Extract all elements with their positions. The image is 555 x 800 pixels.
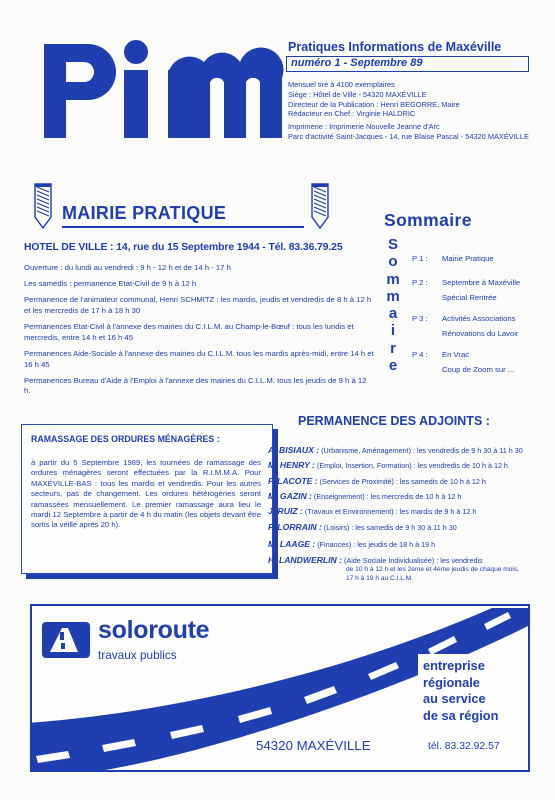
info-line: Parc d'activité Saint-Jacques - 14, rue Blaise Pascal - 54320 MAXÉVILLE: [288, 131, 529, 141]
mairie-paragraph: Permanences Aide-Sociale à l'annexe des mairies du C.I.L.M. tous les mardis après-midi, entre 14 h et 16 h 45: [24, 348, 374, 369]
info-line: Siège : Hôtel de Ville - 54320 MAXÉVILLE: [288, 89, 427, 99]
sommaire-entry: Coup de Zoom sur ...: [442, 364, 515, 374]
pim-logo: [40, 40, 285, 140]
mairie-info-body: [24, 263, 374, 403]
adjoint-schedule: (Loisirs) : les samedis de 9 h 30 à 11 h 30: [323, 523, 457, 532]
adjoint-row: [268, 556, 483, 565]
adjoint-row: [268, 461, 508, 470]
company-subtitle: travaux publics: [98, 648, 177, 662]
adjoint-schedule: (Travaux et Environnement) : les mardis de 9 h à 12 h: [304, 507, 477, 516]
sommaire-title: Sommaire: [384, 210, 472, 230]
tagline-line: de sa région: [423, 707, 499, 723]
adjoint-name: M. LAAGE :: [268, 539, 316, 549]
sommaire-entry: Spécial Rentrée: [442, 292, 497, 302]
sommaire-letter: a: [388, 305, 398, 323]
sommaire-page-number: P 1 :: [412, 254, 428, 263]
info-line: Rédacteur en Chef : Virginie HALDRIC: [288, 109, 416, 119]
adjoint-schedule: (Services de Proximité) : les samedis de 10 h à 12 h: [319, 477, 486, 486]
company-phone: tél. 83.32.92.57: [428, 741, 500, 752]
tagline-line: entreprise: [423, 658, 485, 673]
sommaire-letter: e: [388, 357, 398, 375]
info-line: Mensuel tiré à 4100 exemplaires: [288, 80, 395, 89]
company-tagline: [423, 658, 498, 724]
adjoint-name: F. LACOTE :: [268, 476, 318, 486]
adjoint-name: J. RUIZ :: [268, 506, 303, 516]
soloroute-logo-icon: [42, 622, 90, 658]
ramassage-text: à partir du 5 Septembre 1989, les tournées de ramassage des ordures ménagères seront effectuées par la R.I.M.M.A. Pour MAXÉVILLE-BAS : tous les mardis et vendredis. Pour les autres secteurs, pas de changement. Les ordures hétérogènes seront ramassées mensuellement. Le premier ramassage aura lieu le mardi 12 Septembre à partir de 4 h du matin (les objets devant être sortis la veille après 20 h).: [31, 458, 261, 530]
permanence-title: PERMANENCE DES ADJOINTS :: [298, 414, 490, 428]
sommaire-item: [412, 348, 514, 377]
coat-of-arms-left-icon: [34, 183, 52, 229]
sommaire-letter: i: [390, 322, 396, 340]
mairie-paragraph: Les samedis : permanence Etat-Civil de 9 h à 12 h: [24, 279, 197, 289]
adjoint-row: [268, 523, 457, 532]
sommaire-item: [412, 276, 520, 305]
adjoint-name: P. LORRAIN :: [268, 522, 322, 532]
adjoint-row: [268, 446, 523, 455]
sommaire-page-number: P 4 :: [412, 350, 428, 359]
sommaire-letter: r: [390, 339, 396, 357]
sommaire-item: [412, 312, 519, 341]
sommaire-page-number: P 3 :: [412, 314, 428, 323]
adjoint-row: [268, 492, 461, 501]
sommaire-letter: S: [387, 236, 398, 253]
mairie-paragraph: Permanence de l'animateur communal, Henri SCHMITZ : les mardis, jeudis et vendredis de 8 h à 12 h et les mercredis de 17 h à 18 h 30: [24, 295, 372, 315]
adjoint-schedule: (Enseignement) : les mercredis de 10 h à 12 h: [313, 492, 462, 501]
sommaire-letter: o: [388, 253, 398, 271]
adjoint-schedule: (Emploi, Insertion, Formation) : les vendredis de 10 h à 12 h: [316, 461, 508, 470]
sommaire-item: [412, 252, 494, 267]
adjoint-row: [268, 540, 435, 549]
tagline-line: au service: [423, 691, 486, 706]
sommaire-entry: En Vrac: [442, 350, 470, 359]
sommaire-letter: m: [386, 270, 400, 288]
mairie-paragraph: Ouverture : du lundi au vendredi : 9 h - 12 h et de 14 h - 17 h: [24, 263, 231, 272]
adjoint-name: M. HENRY :: [268, 460, 315, 470]
issue-banner: numéro 1 - Septembre 89: [286, 56, 529, 72]
sommaire-page-number: P 2 :: [412, 278, 428, 287]
company-city: 54320 MAXÉVILLE: [256, 738, 371, 753]
sommaire-entry: Activités Associations: [442, 314, 516, 323]
adjoint-row: [268, 507, 476, 516]
hotel-de-ville-line: HOTEL DE VILLE : 14, rue du 15 Septembre 1944 - Tél. 83.36.79.25: [24, 242, 343, 253]
adjoint-schedule: (Aide Sociale Individualisée) : les vendredis: [344, 556, 483, 565]
adjoint-schedule-continued: 17 h à 19 h au C.I.L.M.: [346, 575, 414, 582]
adjoint-schedule: (Urbanisme, Aménagement) : les vendredis de 9 h 30 à 11 h 30: [321, 446, 523, 455]
title-underline: [62, 226, 304, 228]
adjoint-name: M. GAZIN :: [268, 491, 312, 501]
mairie-paragraph: Permanences Etat-Civil à l'annexe des mairies du C.I.L.M. au Champ-le-Bœuf : tous les lundis et mercredis, entre 14 h et 16 h 45: [24, 322, 354, 342]
sommaire-entry: Septembre à Maxéville: [442, 278, 521, 287]
publication-info: [288, 80, 529, 142]
coat-of-arms-right-icon: [311, 183, 329, 229]
sommaire-vertical-word: [384, 236, 402, 374]
pim-logo-graphic: [40, 40, 285, 140]
adjoint-name: A. BISIAUX :: [268, 445, 320, 455]
company-name: soloroute: [98, 616, 210, 644]
adjoint-schedule: (Finances) : les jeudis de 18 h à 19 h: [317, 540, 436, 549]
publication-title: Pratiques Informations de Maxéville: [288, 40, 502, 54]
sommaire-letter: m: [386, 287, 400, 305]
info-line: Directeur de la Publication : Henri BEGORRE, Maire: [288, 99, 460, 109]
ramassage-title: RAMASSAGE DES ORDURES MÉNAGÈRES :: [31, 434, 220, 444]
adjoint-schedule-continued: de 10 h à 12 h et les 2ème et 4ème jeudis de chaque mois,: [346, 566, 520, 573]
tagline-line: régionale: [423, 674, 480, 690]
sommaire-entry: Mairie Pratique: [442, 254, 494, 263]
adjoint-name: H. LANDWERLIN :: [268, 555, 342, 565]
info-line: Imprimerie : Imprimerie Nouvelle Jeanne d'Arc: [288, 122, 440, 132]
adjoint-row: [268, 477, 486, 486]
mairie-paragraph: Permanences Bureau d'Aide à l'Emploi à l'annexe des mairies du C.I.L.M. tous les jeudis de 9 h à 12 h.: [24, 375, 367, 396]
mairie-pratique-title: MAIRIE PRATIQUE: [62, 203, 227, 223]
sommaire-entry: Rénovations du Lavoir: [442, 328, 519, 338]
